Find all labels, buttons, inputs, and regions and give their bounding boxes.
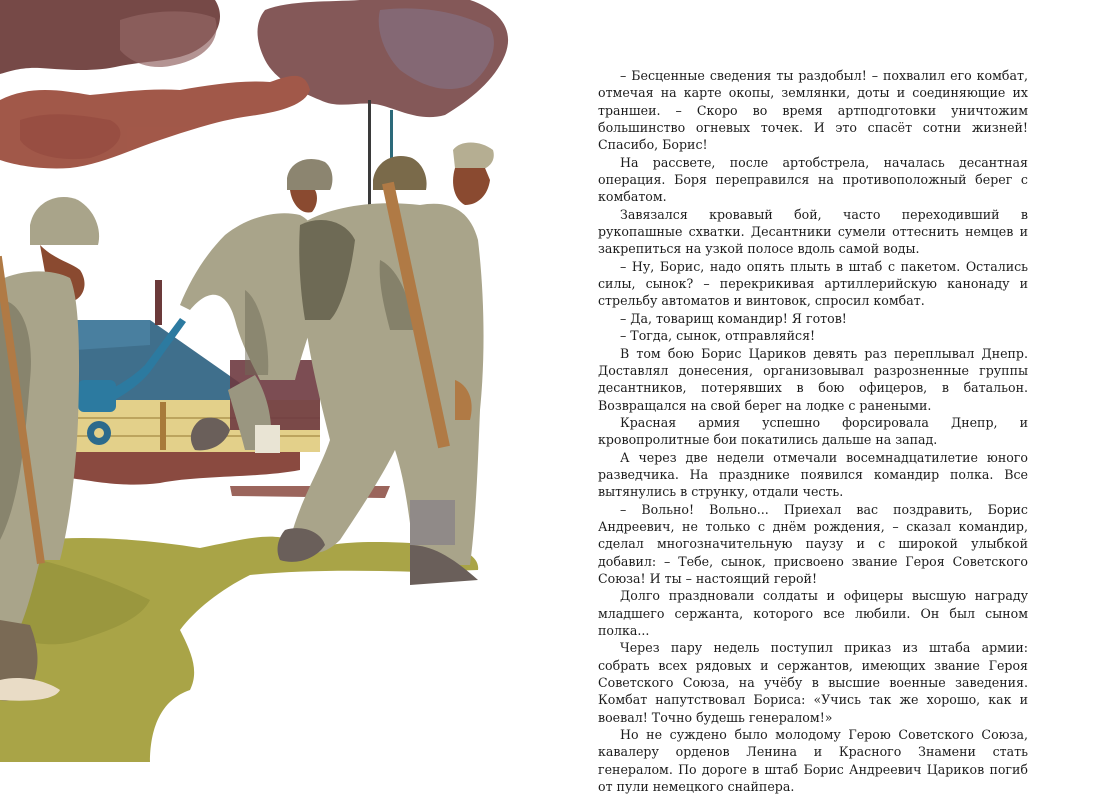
paragraph: Через пару недель поступил приказ из штаба армии: собрать всех рядовых и сержантов, имеющих звание Героя Советского Союза, на учёбу в высшие военные заведения. Комбат напутствовал Бориса: «Учись так же хорошо, как и воевал! Точно будешь генералом!» [598,640,1028,725]
watercolor-illustration [0,0,550,762]
paragraph: – Да, товарищ командир! Я готов! [620,310,847,326]
grass [0,537,478,762]
paragraph: – Тогда, сынок, отправляйся! [620,328,816,344]
smoke-clouds [0,0,508,168]
paragraph: – Бесценные сведения ты раздобыл! – похвалил его комбат, отмечая на карте окопы, землянки, доты и соединяющие их траншеи. – Скоро во время артподготовки уничтожим большинство огневых точек. И это спасёт сотни жизней! Спасибо, Борис! [598,68,1028,153]
paragraph: Красная армия успешно форсировала Днепр, и кровопролитные бои покатились дальше на запад. [598,414,1028,448]
paragraph: – Вольно! Вольно... Приехал вас поздравить, Борис Андреевич, не только с днём рождения, – сказал командир, сделал многозначительную паузу и с широкой улыбкой добавил: – Тебе, сынок, присвоено звание Героя Советского Союза! И ты – настоящий герой! [598,501,1028,586]
story-text [598,67,1028,795]
paragraph: Но не суждено было молодому Герою Советского Союза, кавалеру орденов Ленина и Красного Знамени стать генералом. По дороге в штаб Борис Андреевич Цариков погиб от пули немецкого снайпера. [598,727,1028,795]
paragraph: А через две недели отмечали восемнадцатилетие юного разведчика. На празднике появился командир полка. Все вытянулись в струнку, отдали честь. [598,449,1028,500]
paragraph: – Ну, Борис, надо опять плыть в штаб с пакетом. Остались силы, сынок? – перекрикивая артиллерийскую канонаду и стрельбу автоматов и винтовок, спросил комбат. [598,258,1028,309]
paragraph: Завязался кровавый бой, часто переходивший в рукопашные схватки. Десантники сумели оттеснить немцев и закрепиться на узкой полосе вдоль самой воды. [598,206,1028,257]
soldiers-illustration-image [0,0,550,762]
paragraph: Долго праздновали солдаты и офицеры высшую награду младшего сержанта, которого все любили. Он был сыном полка... [598,588,1028,638]
paragraph: На рассвете, после артобстрела, началась десантная операция. Боря переправился на противоположный берег с комбатом. [598,154,1028,205]
paragraph: В том бою Борис Цариков девять раз переплывал Днепр. Доставлял донесения, организовывал разрозненные группы десантников, потерявших в бою офицеров, в батальон. Возвращался на свой берег на лодке с ранеными. [598,345,1028,413]
